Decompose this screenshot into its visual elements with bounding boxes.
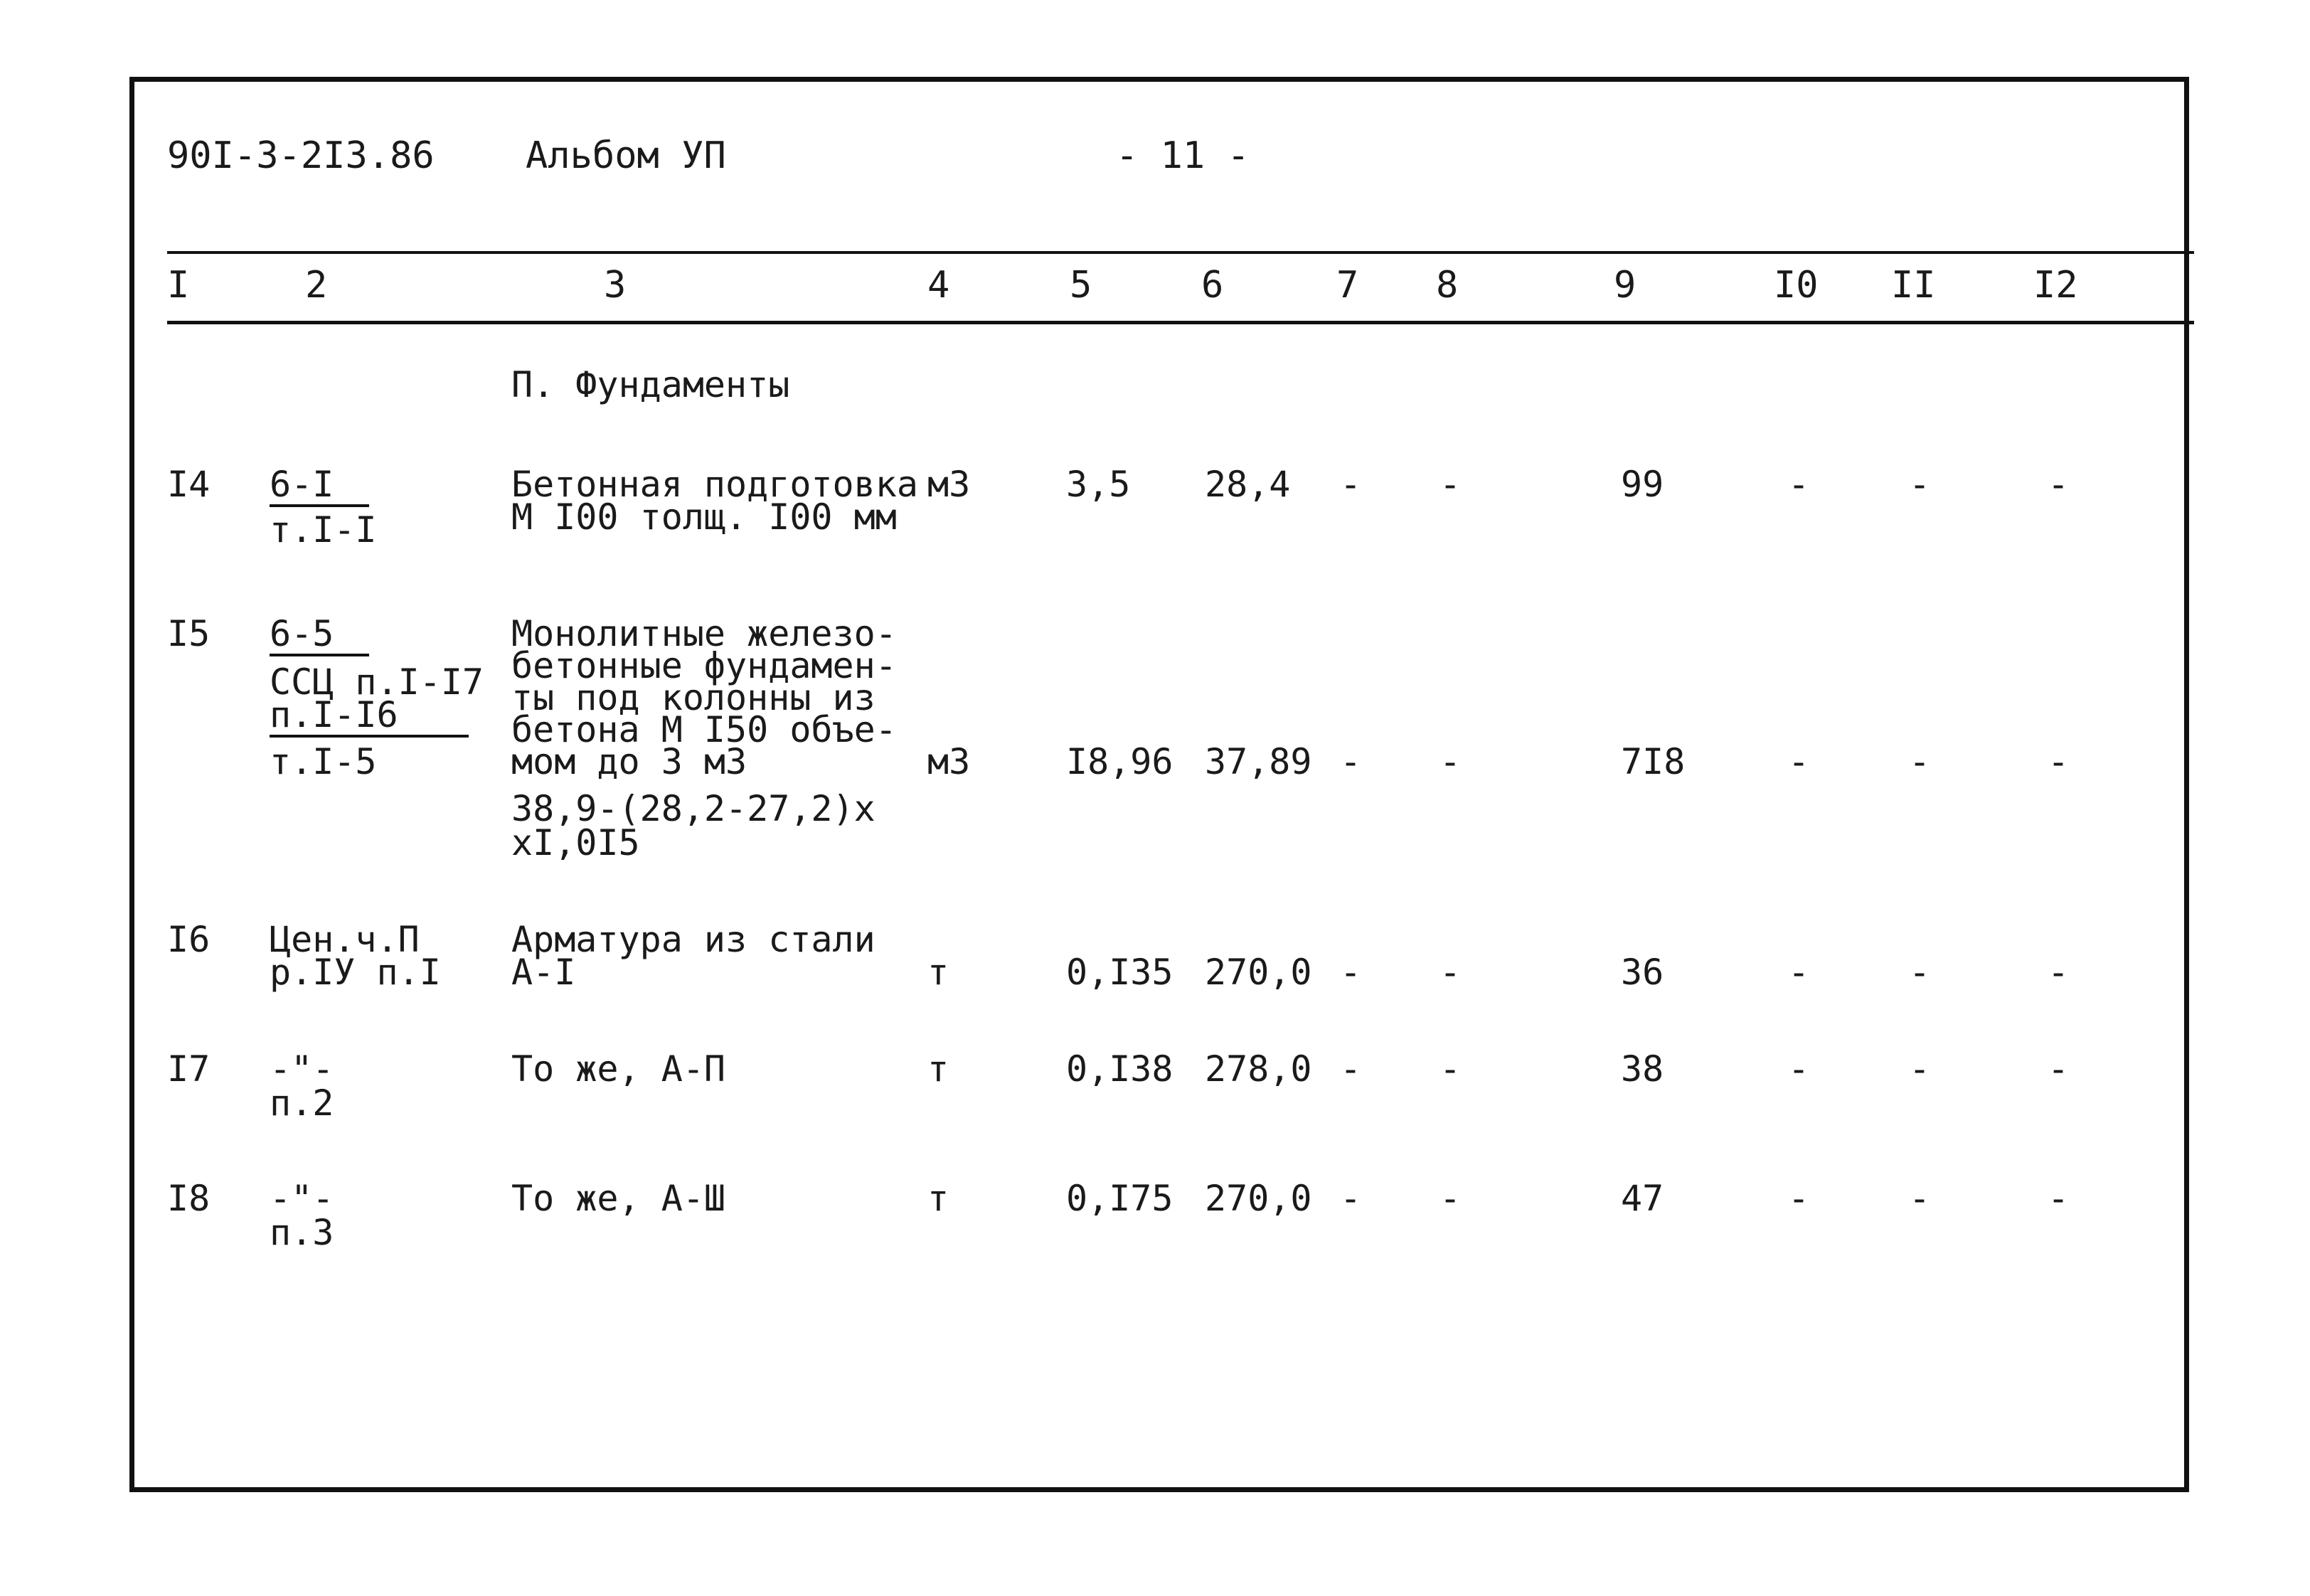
- row-ref-line: ССЦ п.I-I7: [270, 661, 484, 703]
- document-sheet: [129, 77, 2189, 1492]
- row-col12: -: [2048, 1178, 2070, 1219]
- row-ref-top: [270, 466, 369, 507]
- row-price: 278,0: [1205, 1048, 1312, 1090]
- row-col12: -: [2048, 1048, 2070, 1090]
- row-col11: -: [1909, 1048, 1931, 1090]
- row-description-line: Бетонная подготовка: [511, 464, 918, 505]
- row-ref-line: -"-: [270, 1178, 334, 1219]
- ref-numerator: 6-5: [270, 615, 369, 656]
- row-price: 270,0: [1205, 1178, 1312, 1219]
- row-number: I5: [167, 613, 211, 654]
- row-col10: -: [1788, 1178, 1810, 1219]
- col-header-12: I2: [2033, 264, 2078, 307]
- row-total: 38: [1621, 1048, 1664, 1090]
- row-col7: -: [1340, 952, 1362, 993]
- row-number: I4: [167, 464, 211, 505]
- row-col8: -: [1439, 741, 1462, 782]
- col-header-3: 3: [604, 264, 627, 307]
- section-title: П. Фундаменты: [511, 364, 790, 405]
- col-header-8: 8: [1436, 264, 1459, 307]
- row-col10: -: [1788, 741, 1810, 782]
- row-col7: -: [1340, 1048, 1362, 1090]
- row-total: 47: [1621, 1178, 1664, 1219]
- row-description-line: Монолитные железо-: [511, 613, 897, 654]
- row-col11: -: [1909, 1178, 1931, 1219]
- ref-subline: п.I-I6: [270, 696, 469, 738]
- ref-numerator: 6-I: [270, 466, 369, 507]
- row-quantity: 0,I38: [1066, 1048, 1173, 1090]
- row-description-line: То же, А-П: [511, 1048, 726, 1090]
- row-ref-top: [270, 615, 369, 656]
- row-description-line: бетона М I50 объе-: [511, 709, 897, 750]
- row-quantity: 3,5: [1066, 464, 1131, 505]
- row-calc-line: хI,0I5: [511, 822, 640, 863]
- row-number: I6: [167, 919, 211, 960]
- row-unit: т: [927, 1178, 949, 1219]
- header-bottom-rule: [167, 321, 2194, 324]
- col-header-11: II: [1891, 264, 1936, 307]
- row-description-line: мом до 3 м3: [511, 741, 747, 782]
- row-col12: -: [2048, 741, 2070, 782]
- row-description-line: ты под колонны из: [511, 677, 875, 718]
- row-col7: -: [1340, 464, 1362, 505]
- row-col10: -: [1788, 1048, 1810, 1090]
- row-col8: -: [1439, 952, 1462, 993]
- row-quantity: I8,96: [1066, 741, 1173, 782]
- row-unit: м3: [927, 464, 971, 505]
- row-unit: т: [927, 952, 949, 993]
- row-col8: -: [1439, 1178, 1462, 1219]
- col-header-4: 4: [927, 264, 950, 307]
- row-col10: -: [1788, 952, 1810, 993]
- col-header-2: 2: [305, 264, 328, 307]
- row-col11: -: [1909, 464, 1931, 505]
- col-header-10: I0: [1774, 264, 1819, 307]
- row-col7: -: [1340, 1178, 1362, 1219]
- col-header-7: 7: [1336, 264, 1359, 307]
- row-ref-line: п.3: [270, 1212, 334, 1253]
- row-col8: -: [1439, 1048, 1462, 1090]
- header-top-rule: [167, 251, 2194, 254]
- row-price: 270,0: [1205, 952, 1312, 993]
- row-description-line: То же, А-Ш: [511, 1178, 726, 1219]
- row-total: 99: [1621, 464, 1664, 505]
- row-ref-line: р.IУ п.I: [270, 952, 441, 993]
- row-col11: -: [1909, 741, 1931, 782]
- row-description-line: Арматура из стали: [511, 919, 875, 960]
- row-ref-line: п.2: [270, 1082, 334, 1124]
- col-header-5: 5: [1070, 264, 1092, 307]
- row-quantity: 0,I35: [1066, 952, 1173, 993]
- row-total: 7I8: [1621, 741, 1686, 782]
- row-calc-line: 38,9-(28,2-27,2)х: [511, 788, 875, 829]
- row-description-line: М I00 толщ. I00 мм: [511, 496, 897, 538]
- row-col11: -: [1909, 952, 1931, 993]
- row-ref-line: -"-: [270, 1048, 334, 1090]
- col-header-9: 9: [1614, 264, 1636, 307]
- row-col12: -: [2048, 952, 2070, 993]
- row-col7: -: [1340, 741, 1362, 782]
- row-col8: -: [1439, 464, 1462, 505]
- row-col10: -: [1788, 464, 1810, 505]
- row-ref-line: т.I-5: [270, 741, 377, 782]
- row-total: 36: [1621, 952, 1664, 993]
- row-quantity: 0,I75: [1066, 1178, 1173, 1219]
- col-header-6: 6: [1201, 264, 1224, 307]
- album-label: Альбом УП: [526, 134, 726, 177]
- row-unit: м3: [927, 741, 971, 782]
- document-code: 90I-3-2I3.86: [167, 134, 435, 177]
- row-price: 28,4: [1205, 464, 1291, 505]
- row-number: I8: [167, 1178, 211, 1219]
- row-col12: -: [2048, 464, 2070, 505]
- row-description-line: А-I: [511, 952, 576, 993]
- row-unit: т: [927, 1048, 949, 1090]
- row-description-line: бетонные фундамен-: [511, 645, 897, 686]
- row-ref-line: [270, 696, 469, 738]
- row-ref-line: т.I-I: [270, 509, 377, 550]
- col-header-1: I: [167, 264, 190, 307]
- page-number: - 11 -: [1116, 134, 1250, 177]
- row-price: 37,89: [1205, 741, 1312, 782]
- row-ref-line: Цен.ч.П: [270, 919, 420, 960]
- row-number: I7: [167, 1048, 211, 1090]
